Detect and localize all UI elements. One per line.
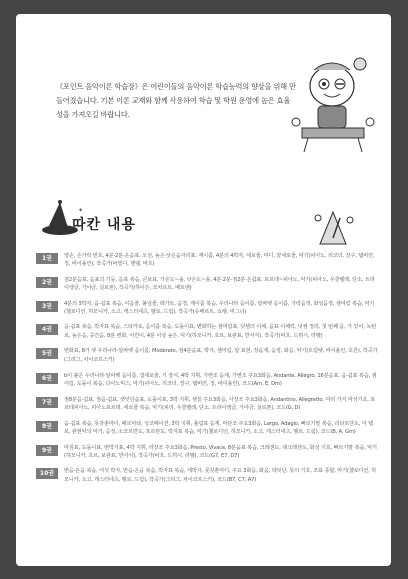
content-row — [36, 300, 378, 317]
volume-badge: 5권 — [36, 348, 58, 359]
volume-description: 마침표, 도돌이표, 변박기표, 4박 지휘, 라장조 주요3화음, Presto, Vivace, 8분음표 복습, 크레센도, 데크레센도, 화성 기호, 빠르기말 복습, 악기(하모니카, 호르, 보관표, 반사식), 작곡가(바흐, 드뷔시, 라벨), 코드(G7, E7, D7) — [64, 444, 377, 459]
volume-badge: 10권 — [36, 468, 58, 479]
content-row — [36, 420, 378, 437]
volume-badge: 6권 — [36, 373, 58, 384]
volume-badge: 8권 — [36, 421, 58, 432]
volume-description: 변화표, 8가 셋 우리나라·알파벳 음이름, Moderato, 점4분음표, 박자, 셈여림, 알 표현, 장음계, 음정, 화음, 악기(트럼펫, 바이올린, 호른), 작곡가(그리그, 차이코프스키) — [64, 348, 378, 363]
volume-badge: 2권 — [36, 277, 58, 288]
volume-badge: 7권 — [36, 397, 58, 408]
content-row — [36, 444, 378, 461]
content-row — [36, 276, 378, 293]
content-row — [36, 396, 378, 413]
content-row — [36, 252, 378, 269]
content-row — [36, 372, 378, 389]
volume-badge: 9권 — [36, 445, 58, 456]
contents-list — [36, 252, 378, 491]
content-row — [36, 323, 378, 340]
volume-description: 점8분음·쉼표, 점음·쉼표, 셋잇단음표, 도돌이표, 3박 지휘, 셈꼴 주요3화음, 사장조 주요3화음, Andantino, Allegretto, 여러 가지 악상기호, 포르테피아노, 피아노포르테, 세로줄 복습, 악기(피리, 우쿨렐레, 단소, 트라이앵글, 가야금, 실로폰), 코드(G, D) — [64, 396, 376, 412]
volume-badge: 1권 — [36, 253, 58, 264]
svg-text:✦: ✦ — [78, 207, 84, 214]
content-row — [36, 347, 378, 364]
volume-badge: 3권 — [36, 301, 58, 312]
volume-description: b이 붙은 우리나라·알파벳 음이름, 겹세로줄, 기 장식, 4박 지휘, 가변조 음계, 가변조 주요3화음, Andante, Allegro, 16분음표, 음·쉼표 복습, 셈여림, 도돌이 복습, 다이노믹스, 악기(피아노, 리코더, 장구, 탬버린, 징, 바이올린), 코드(Am, E, Dm) — [64, 373, 377, 388]
volume-description: 변음·온음 복습, 여섯 박자, 반음·온음 복습, 박자표 복습, 세박자, 못갖춘마디, 주요 3화음, 화음, 데잇단, 뜻의 기호, 조표 종합, 악기(첼로디언, 하모니카, 소고, 캐스터네츠, 벨로, 드럼), 작곡가(그리그, 차이코프스키), 코드(B7, C7, A7) — [64, 468, 377, 483]
content-row — [36, 467, 378, 484]
robot-mascot-illustration — [288, 48, 380, 158]
volume-description: 음·쉼표 복습, 못갖춘마디, 페르마타, 싱코페이션, 3박 지휘, 올림표 음계, 마단조 주요3화음, Largo, Adagio, 빠르기말 복습, 리타르단도, 아 템포, 관현악의 악기, 음정, 소코르반도, 포르탄도, 박자표 복습, 악기(첼로디언, 하모니카, 소고, 캐스터네츠, 벨로, 드럼), 코드(B, A, Gm) — [64, 420, 374, 436]
volume-description: 음·쉼표 복습, 박자표 복습, 스타카토, 음이름 복습, 도돌이표, 변화하는 셈여림표, 덧셈의 이해, 음표 이해력, 덧셈 정리, 첫 번째 음, 가 있어, 녹턴로, 높은음, 중간음, 8분 변화, 어린이, 4분 이상 높은, 악기(하모니카, 호르, 보관표, 반사식), 작곡가(바흐, 드뷔시, 라벨) — [64, 324, 376, 339]
volume-description: 양손, 손가락 번호, 4분·2분·온음표, 오선, 높은·낮은음자리표, 계이름, 4분의 4박자, 세로줄, 마디, 끝세로줄, 악기(피아노, 리코더, 장구, 탬버린, 징, 바이올린), 작곡가(바빌디, 헨델, 바흐) — [64, 253, 375, 268]
volume-description: 점2분음표, 음표의 기둥, 음표 복습, 큰보표, 가온도~솔, 낮은도~솔, 4분·2분·점2분·온쉼표, 포르테~피아노, 악기(피아노, 우쿨렐레, 단소, 트라이앵글, 가야금, 실로폰), 작곡가(하이든, 모차르트, 베토벤) — [64, 276, 375, 292]
volume-description: 4분의 3박자, 음·쉼표 복습, 이음줄, 붙임줄, 레가토, 음정, 계이름 복습, 우리나라 음이름, 알파벳 음이름, 가락음정, 화성음정, 셈여림 복습, 악기(첼로디언, 하모니카, 소고, 캐스터네츠, 벨로, 드럼), 작곡가(슈베르트, 쇼팽, 비그너) — [64, 300, 375, 316]
section-title: 따칸 내용 — [72, 217, 136, 233]
volume-badge: 4권 — [36, 324, 58, 335]
metronome-icon — [310, 208, 356, 248]
intro-paragraph: 《포인트 음악이론 학습장》은 어린이들의 음악이론 학습능력의 향상을 위해 만들어졌습니다. 기본 이론 교재와 함께 사용하여 학습 및 학원 운영에 높은 효율성을 가져오길 바랍니다. — [56, 82, 296, 119]
